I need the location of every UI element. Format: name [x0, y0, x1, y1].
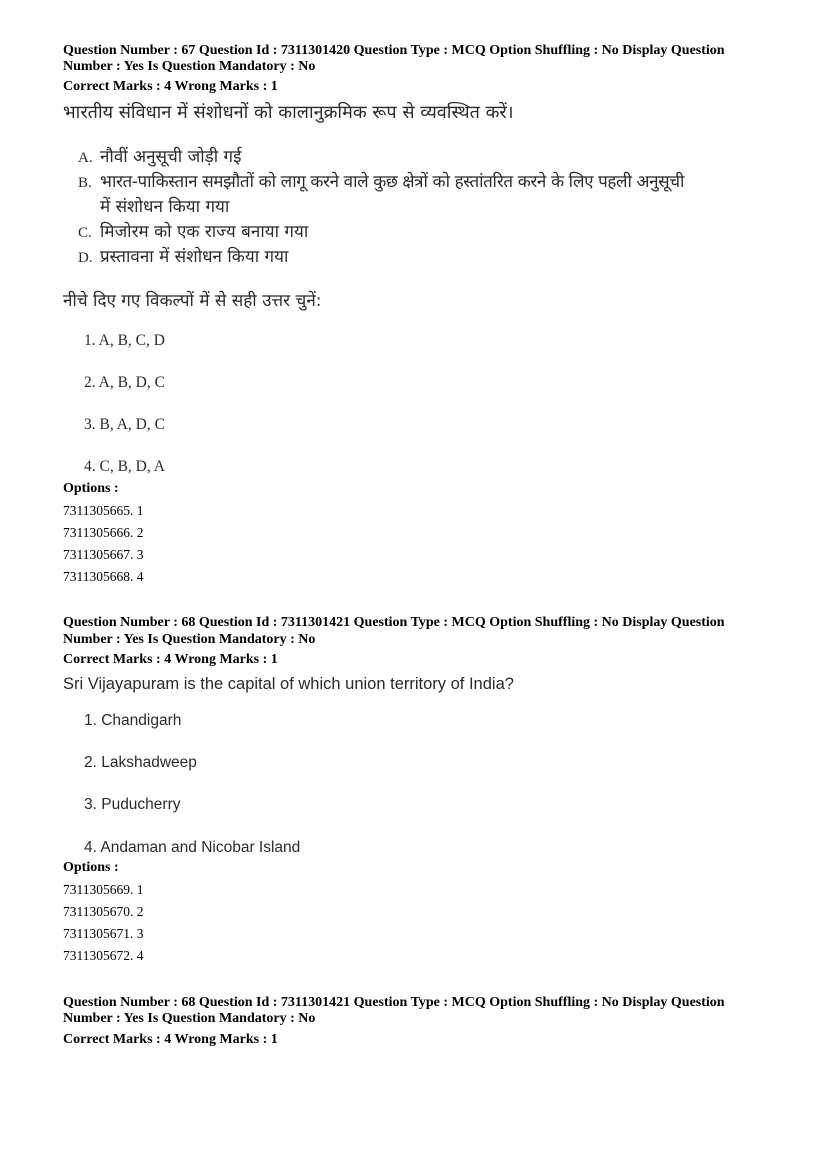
- question-68-choice-3: 3. Puducherry: [84, 796, 181, 813]
- question-67-choice-1: 1. A, B, C, D: [84, 332, 165, 349]
- statement-text: मिजोरम को एक राज्य बनाया गया: [100, 222, 309, 242]
- question-67-prompt: नीचे दिए गए विकल्पों में से सही उत्तर चुनें:: [63, 291, 322, 311]
- statement-text: प्रस्तावना में संशोधन किया गया: [100, 247, 289, 267]
- question-67-meta-line1: Question Number : 67 Question Id : 7311301420 Question Type : MCQ Option Shuffling : No Display Question: [63, 43, 725, 58]
- question-67-text: भारतीय संविधान में संशोधनों को कालानुक्रमिक रूप से व्यवस्थित करें।: [63, 102, 514, 123]
- question-68-meta-line1: Question Number : 68 Question Id : 7311301421 Question Type : MCQ Option Shuffling : No Display Question: [63, 615, 725, 630]
- statement-label: B.: [78, 175, 92, 191]
- statement-text: भारत-पाकिस्तान समझौतों को लागू करने वाले कुछ क्षेत्रों को हस्तांतरित करने के लिए पहली अनुसूची: [100, 172, 685, 192]
- question-67-option-row: 7311305668. 4: [63, 569, 144, 584]
- question-68-choice-2: 2. Lakshadweep: [84, 754, 197, 771]
- question-68-choice-4: 4. Andaman and Nicobar Island: [84, 839, 301, 856]
- question-68-option-row: 7311305670. 2: [63, 904, 144, 919]
- statement-b-continued: में संशोधन किया गया: [100, 197, 230, 217]
- question-68-option-row: 7311305672. 4: [63, 948, 144, 963]
- statement-b: [78, 170, 684, 195]
- question-67-option-row: 7311305666. 2: [63, 525, 144, 540]
- question-68-marks: Correct Marks : 4 Wrong Marks : 1: [63, 652, 278, 667]
- question-68-options-label: Options :: [63, 860, 119, 875]
- question-68-option-row: 7311305671. 3: [63, 926, 144, 941]
- question-68-text: Sri Vijayapuram is the capital of which union territory of India?: [63, 675, 514, 693]
- question-67-meta-line2: Number : Yes Is Question Mandatory : No: [63, 59, 316, 74]
- question-68b-meta-line2: Number : Yes Is Question Mandatory : No: [63, 1011, 316, 1026]
- question-68-option-row: 7311305669. 1: [63, 882, 144, 897]
- question-68-choice-1: 1. Chandigarh: [84, 712, 182, 729]
- question-68b-meta-line1: Question Number : 68 Question Id : 7311301421 Question Type : MCQ Option Shuffling : No Display Question: [63, 995, 725, 1010]
- question-68-meta-line2: Number : Yes Is Question Mandatory : No: [63, 632, 316, 647]
- statement-c: [78, 220, 308, 245]
- question-67-choice-2: 2. A, B, D, C: [84, 374, 165, 391]
- question-68b-marks: Correct Marks : 4 Wrong Marks : 1: [63, 1032, 278, 1047]
- statement-d: [78, 245, 288, 270]
- statement-label: D.: [78, 250, 93, 266]
- question-67-marks: Correct Marks : 4 Wrong Marks : 1: [63, 79, 278, 94]
- statement-a: [78, 145, 241, 170]
- statement-label: A.: [78, 150, 93, 166]
- statement-label: C.: [78, 225, 92, 241]
- statement-text: नौवीं अनुसूची जोड़ी गई: [100, 147, 242, 167]
- question-67-option-row: 7311305665. 1: [63, 503, 144, 518]
- question-67-options-label: Options :: [63, 481, 119, 496]
- question-67-option-row: 7311305667. 3: [63, 547, 144, 562]
- question-67-choice-3: 3. B, A, D, C: [84, 416, 165, 433]
- question-67-choice-4: 4. C, B, D, A: [84, 458, 165, 475]
